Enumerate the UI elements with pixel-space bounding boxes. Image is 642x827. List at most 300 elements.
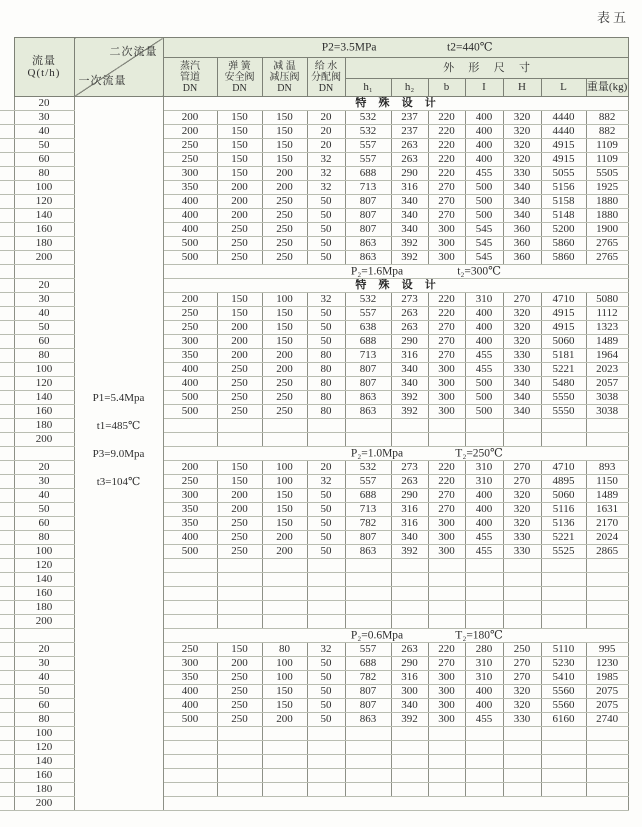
data-cell: 200 xyxy=(217,489,262,503)
data-cell: 250 xyxy=(262,223,307,237)
data-cell: 270 xyxy=(428,209,465,223)
row-gutter xyxy=(0,349,14,363)
data-cell xyxy=(428,573,465,587)
data-cell: 5560 xyxy=(541,699,586,713)
data-cell: 340 xyxy=(391,195,428,209)
col-header-spring-safety-valve-dn xyxy=(217,58,262,97)
data-cell: 713 xyxy=(345,349,391,363)
data-cell xyxy=(503,769,541,783)
section-condition-band xyxy=(163,629,628,643)
col-header-line: 减 温 xyxy=(273,60,296,72)
data-cell: 2765 xyxy=(586,251,628,265)
data-cell: 300 xyxy=(428,531,465,545)
table-row xyxy=(0,97,628,111)
data-cell: 150 xyxy=(262,517,307,531)
data-cell: 300 xyxy=(428,363,465,377)
row-gutter xyxy=(0,573,14,587)
data-cell: 150 xyxy=(217,475,262,489)
row-gutter xyxy=(0,643,14,657)
page-label: 表五 xyxy=(596,10,629,25)
data-cell xyxy=(307,601,345,615)
col-header-L: L xyxy=(541,79,586,97)
row-gutter xyxy=(0,139,14,153)
data-cell xyxy=(465,419,503,433)
row-gutter xyxy=(0,615,14,629)
data-cell: 320 xyxy=(503,307,541,321)
data-cell: 340 xyxy=(391,209,428,223)
flow-cell: 40 xyxy=(14,671,74,685)
data-cell: 50 xyxy=(307,699,345,713)
data-cell: 320 xyxy=(503,111,541,125)
data-cell xyxy=(541,755,586,769)
data-cell: 320 xyxy=(503,321,541,335)
data-cell xyxy=(262,755,307,769)
data-cell: 320 xyxy=(503,489,541,503)
data-cell: 350 xyxy=(163,517,217,531)
data-cell xyxy=(217,601,262,615)
row-gutter xyxy=(0,433,14,447)
data-cell xyxy=(345,419,391,433)
data-cell xyxy=(217,615,262,629)
data-cell xyxy=(586,755,628,769)
col-header-I: I xyxy=(465,79,503,97)
data-cell: 250 xyxy=(262,237,307,251)
data-cell: 360 xyxy=(503,237,541,251)
data-cell: 320 xyxy=(503,153,541,167)
data-cell: 273 xyxy=(391,461,428,475)
data-cell: 220 xyxy=(428,125,465,139)
row-gutter xyxy=(0,699,14,713)
flow-cell: 50 xyxy=(14,503,74,517)
data-cell: 150 xyxy=(217,125,262,139)
data-cell xyxy=(391,615,428,629)
data-cell: 300 xyxy=(163,489,217,503)
data-cell xyxy=(345,433,391,447)
header-gutter xyxy=(0,58,14,79)
flow-cell: 200 xyxy=(14,615,74,629)
data-cell xyxy=(217,587,262,601)
data-cell: 200 xyxy=(262,545,307,559)
data-cell: 500 xyxy=(163,405,217,419)
data-cell: 2023 xyxy=(586,363,628,377)
data-cell: 200 xyxy=(163,111,217,125)
row-gutter xyxy=(0,727,14,741)
data-cell: 5136 xyxy=(541,517,586,531)
data-cell: 400 xyxy=(163,209,217,223)
data-cell: 5221 xyxy=(541,531,586,545)
data-cell: 316 xyxy=(391,349,428,363)
data-cell: 340 xyxy=(391,363,428,377)
data-cell xyxy=(503,559,541,573)
data-cell: 4440 xyxy=(541,111,586,125)
data-cell: 200 xyxy=(163,461,217,475)
data-cell: 392 xyxy=(391,251,428,265)
flow-cell: 20 xyxy=(14,461,74,475)
data-cell: 400 xyxy=(163,195,217,209)
data-cell: 688 xyxy=(345,167,391,181)
data-cell: 5550 xyxy=(541,405,586,419)
data-cell xyxy=(391,573,428,587)
data-cell: 4895 xyxy=(541,475,586,489)
data-cell xyxy=(428,727,465,741)
data-cell xyxy=(163,433,217,447)
data-cell: 300 xyxy=(428,405,465,419)
data-cell: 500 xyxy=(163,391,217,405)
data-cell: 2057 xyxy=(586,377,628,391)
data-cell: 400 xyxy=(465,503,503,517)
data-cell xyxy=(586,573,628,587)
data-cell xyxy=(217,419,262,433)
data-cell: 316 xyxy=(391,517,428,531)
flow-cell: 120 xyxy=(14,559,74,573)
data-cell: 300 xyxy=(163,167,217,181)
col-header-steam-pipe-dn xyxy=(163,58,217,97)
data-cell: 220 xyxy=(428,111,465,125)
data-cell xyxy=(428,615,465,629)
data-cell: 350 xyxy=(163,503,217,517)
data-cell: 3038 xyxy=(586,391,628,405)
data-cell: 807 xyxy=(345,685,391,699)
data-cell: 1109 xyxy=(586,153,628,167)
data-cell: 455 xyxy=(465,713,503,727)
data-cell: 500 xyxy=(163,237,217,251)
data-cell xyxy=(503,587,541,601)
data-cell: 545 xyxy=(465,237,503,251)
flow-cell xyxy=(14,265,74,279)
data-cell: 400 xyxy=(163,699,217,713)
data-cell: 1631 xyxy=(586,503,628,517)
data-cell: 1880 xyxy=(586,195,628,209)
data-cell: 340 xyxy=(391,531,428,545)
special-design-cell: 特殊设计 xyxy=(163,97,628,111)
data-cell xyxy=(503,783,541,797)
data-cell: 2170 xyxy=(586,517,628,531)
special-design-cell: 特殊设计 xyxy=(163,279,628,293)
data-cell: 250 xyxy=(262,209,307,223)
data-cell: 290 xyxy=(391,167,428,181)
data-cell xyxy=(217,741,262,755)
data-cell: 200 xyxy=(262,349,307,363)
data-cell: 270 xyxy=(428,489,465,503)
data-cell xyxy=(428,741,465,755)
data-cell xyxy=(262,769,307,783)
data-cell: 250 xyxy=(163,321,217,335)
data-cell: 688 xyxy=(345,335,391,349)
data-cell: 1489 xyxy=(586,335,628,349)
flow-cell: 120 xyxy=(14,377,74,391)
data-cell: 200 xyxy=(262,363,307,377)
data-cell: 80 xyxy=(307,363,345,377)
flow-cell: 60 xyxy=(14,335,74,349)
data-cell: 100 xyxy=(262,293,307,307)
data-cell: 32 xyxy=(307,167,345,181)
data-cell xyxy=(541,615,586,629)
data-cell xyxy=(262,573,307,587)
data-cell: 250 xyxy=(163,475,217,489)
data-cell xyxy=(391,587,428,601)
data-cell: 150 xyxy=(262,111,307,125)
data-cell xyxy=(541,559,586,573)
data-cell: 50 xyxy=(307,685,345,699)
data-cell xyxy=(163,587,217,601)
row-gutter xyxy=(0,671,14,685)
data-cell: 713 xyxy=(345,503,391,517)
data-cell: 863 xyxy=(345,391,391,405)
data-cell: 532 xyxy=(345,461,391,475)
data-cell: 1880 xyxy=(586,209,628,223)
data-cell xyxy=(217,769,262,783)
spec-table xyxy=(0,37,629,811)
data-cell: 200 xyxy=(163,125,217,139)
data-cell: 150 xyxy=(262,307,307,321)
data-cell: 50 xyxy=(307,307,345,321)
data-cell: 400 xyxy=(465,489,503,503)
row-gutter xyxy=(0,755,14,769)
data-cell: 400 xyxy=(163,531,217,545)
data-cell: 545 xyxy=(465,223,503,237)
flow-cell: 20 xyxy=(14,643,74,657)
col-header-line: DN xyxy=(232,82,247,94)
data-cell: 100 xyxy=(262,461,307,475)
data-cell: 350 xyxy=(163,671,217,685)
flow-cell: 160 xyxy=(14,223,74,237)
data-cell: 688 xyxy=(345,657,391,671)
data-cell: 400 xyxy=(163,223,217,237)
data-cell xyxy=(586,727,628,741)
data-cell: 400 xyxy=(465,139,503,153)
data-cell: 500 xyxy=(163,545,217,559)
data-cell: 392 xyxy=(391,545,428,559)
data-cell: 320 xyxy=(503,685,541,699)
data-cell: 250 xyxy=(163,139,217,153)
data-cell xyxy=(345,587,391,601)
primary-condition-label: P1=5.4Mpa xyxy=(92,392,145,404)
data-cell: 400 xyxy=(465,125,503,139)
data-cell: 250 xyxy=(217,545,262,559)
data-cell: 5560 xyxy=(541,685,586,699)
data-cell: 50 xyxy=(307,209,345,223)
data-cell: 392 xyxy=(391,713,428,727)
data-cell xyxy=(503,419,541,433)
data-cell: 200 xyxy=(217,195,262,209)
data-cell: 5110 xyxy=(541,643,586,657)
data-cell: 5055 xyxy=(541,167,586,181)
data-cell: 4915 xyxy=(541,153,586,167)
data-cell: 150 xyxy=(262,699,307,713)
data-cell xyxy=(163,559,217,573)
data-cell xyxy=(465,559,503,573)
data-cell: 80 xyxy=(262,643,307,657)
data-cell xyxy=(586,601,628,615)
data-cell: 400 xyxy=(465,153,503,167)
data-cell xyxy=(217,559,262,573)
data-cell: 100 xyxy=(262,475,307,489)
data-cell: 237 xyxy=(391,125,428,139)
data-cell: 220 xyxy=(428,139,465,153)
flow-cell: 200 xyxy=(14,797,74,811)
data-cell xyxy=(391,419,428,433)
row-gutter xyxy=(0,713,14,727)
data-cell: 150 xyxy=(262,139,307,153)
data-cell: 220 xyxy=(428,643,465,657)
data-cell xyxy=(541,433,586,447)
data-cell: 340 xyxy=(503,391,541,405)
data-cell: 500 xyxy=(465,181,503,195)
data-cell: 1112 xyxy=(586,307,628,321)
secondary-flow-label: 二次流量 xyxy=(109,46,158,58)
data-cell: 150 xyxy=(217,461,262,475)
flow-cell: 120 xyxy=(14,195,74,209)
data-cell: 4440 xyxy=(541,125,586,139)
data-cell: 455 xyxy=(465,545,503,559)
data-cell: 150 xyxy=(217,293,262,307)
data-cell: 455 xyxy=(465,363,503,377)
data-cell: 330 xyxy=(503,713,541,727)
data-cell xyxy=(163,573,217,587)
data-cell: 807 xyxy=(345,363,391,377)
data-cell xyxy=(345,783,391,797)
row-gutter xyxy=(0,111,14,125)
data-cell xyxy=(541,783,586,797)
data-cell xyxy=(163,615,217,629)
data-cell: 863 xyxy=(345,251,391,265)
data-cell xyxy=(391,741,428,755)
data-cell: 5181 xyxy=(541,349,586,363)
row-gutter xyxy=(0,307,14,321)
data-cell: 5060 xyxy=(541,489,586,503)
data-cell xyxy=(503,433,541,447)
data-cell: 500 xyxy=(163,713,217,727)
col-header-line: 减压阀 xyxy=(269,71,300,83)
data-cell: 270 xyxy=(428,503,465,517)
data-cell: 270 xyxy=(428,349,465,363)
primary-condition-label: P3=9.0Mpa xyxy=(92,448,145,460)
data-cell: 50 xyxy=(307,489,345,503)
data-cell: 150 xyxy=(217,139,262,153)
data-cell: 200 xyxy=(217,657,262,671)
data-cell: 5550 xyxy=(541,391,586,405)
data-cell: 250 xyxy=(262,405,307,419)
section-condition-band xyxy=(163,447,628,461)
data-cell: 220 xyxy=(428,475,465,489)
data-cell: 455 xyxy=(465,349,503,363)
col-header-line: DN xyxy=(182,82,198,94)
data-cell: 250 xyxy=(262,195,307,209)
data-cell: 32 xyxy=(307,643,345,657)
data-cell xyxy=(586,559,628,573)
data-cell: 400 xyxy=(163,377,217,391)
data-cell: 200 xyxy=(262,713,307,727)
data-cell: 220 xyxy=(428,153,465,167)
data-cell: 270 xyxy=(428,335,465,349)
row-gutter xyxy=(0,153,14,167)
flow-cell: 140 xyxy=(14,573,74,587)
data-cell: 150 xyxy=(262,153,307,167)
flow-cell: 140 xyxy=(14,755,74,769)
data-cell: 270 xyxy=(428,181,465,195)
section-temperature-label: t₂=300℃ xyxy=(457,264,502,277)
section-pressure-label: P₂=1.0Mpa xyxy=(350,446,404,459)
data-cell: 807 xyxy=(345,223,391,237)
data-cell xyxy=(217,433,262,447)
data-cell: 150 xyxy=(217,307,262,321)
data-cell xyxy=(503,615,541,629)
empty-merged-cell xyxy=(163,797,628,811)
primary-condition-label: t3=104℃ xyxy=(96,476,141,488)
primary-flow-label: 一次流量 xyxy=(78,75,127,87)
flow-cell: 50 xyxy=(14,321,74,335)
flow-cell: 60 xyxy=(14,153,74,167)
data-cell: 4915 xyxy=(541,307,586,321)
row-gutter xyxy=(0,195,14,209)
data-cell xyxy=(163,419,217,433)
row-gutter xyxy=(0,601,14,615)
primary-flow-cell xyxy=(74,97,163,811)
col-header-H: H xyxy=(503,79,541,97)
table-body xyxy=(0,97,628,811)
data-cell: 316 xyxy=(391,503,428,517)
data-cell: 250 xyxy=(262,377,307,391)
flow-cell: 120 xyxy=(14,741,74,755)
data-cell: 300 xyxy=(163,657,217,671)
row-gutter xyxy=(0,769,14,783)
data-cell xyxy=(391,769,428,783)
data-cell: 150 xyxy=(262,335,307,349)
data-cell: 782 xyxy=(345,671,391,685)
data-cell: 4915 xyxy=(541,139,586,153)
data-cell: 80 xyxy=(307,391,345,405)
data-cell: 392 xyxy=(391,237,428,251)
data-cell xyxy=(307,769,345,783)
data-cell xyxy=(163,727,217,741)
data-cell: 5200 xyxy=(541,223,586,237)
flow-cell: 160 xyxy=(14,587,74,601)
data-cell: 263 xyxy=(391,475,428,489)
row-gutter xyxy=(0,223,14,237)
data-cell: 400 xyxy=(465,335,503,349)
data-cell: 150 xyxy=(262,125,307,139)
data-cell: 200 xyxy=(217,209,262,223)
data-cell xyxy=(262,587,307,601)
data-cell: 310 xyxy=(465,475,503,489)
data-cell xyxy=(262,615,307,629)
data-cell: 50 xyxy=(307,713,345,727)
row-gutter xyxy=(0,741,14,755)
data-cell: 50 xyxy=(307,671,345,685)
data-cell: 340 xyxy=(503,195,541,209)
data-cell: 300 xyxy=(428,391,465,405)
row-gutter xyxy=(0,181,14,195)
data-cell: 250 xyxy=(217,237,262,251)
data-cell: 807 xyxy=(345,195,391,209)
data-cell: 290 xyxy=(391,657,428,671)
flow-cell: 60 xyxy=(14,699,74,713)
data-cell: 100 xyxy=(262,671,307,685)
row-gutter xyxy=(0,335,14,349)
data-cell: 5148 xyxy=(541,209,586,223)
col-header-line: 分配阀 xyxy=(311,71,341,83)
data-cell: 250 xyxy=(217,685,262,699)
data-cell: 1230 xyxy=(586,657,628,671)
data-cell: 5221 xyxy=(541,363,586,377)
data-cell: 50 xyxy=(307,531,345,545)
section-temperature-label: T₂=180℃ xyxy=(455,628,503,641)
data-cell: 200 xyxy=(262,531,307,545)
row-gutter xyxy=(0,167,14,181)
data-cell: 340 xyxy=(503,209,541,223)
data-cell: 220 xyxy=(428,307,465,321)
data-cell: 350 xyxy=(163,349,217,363)
